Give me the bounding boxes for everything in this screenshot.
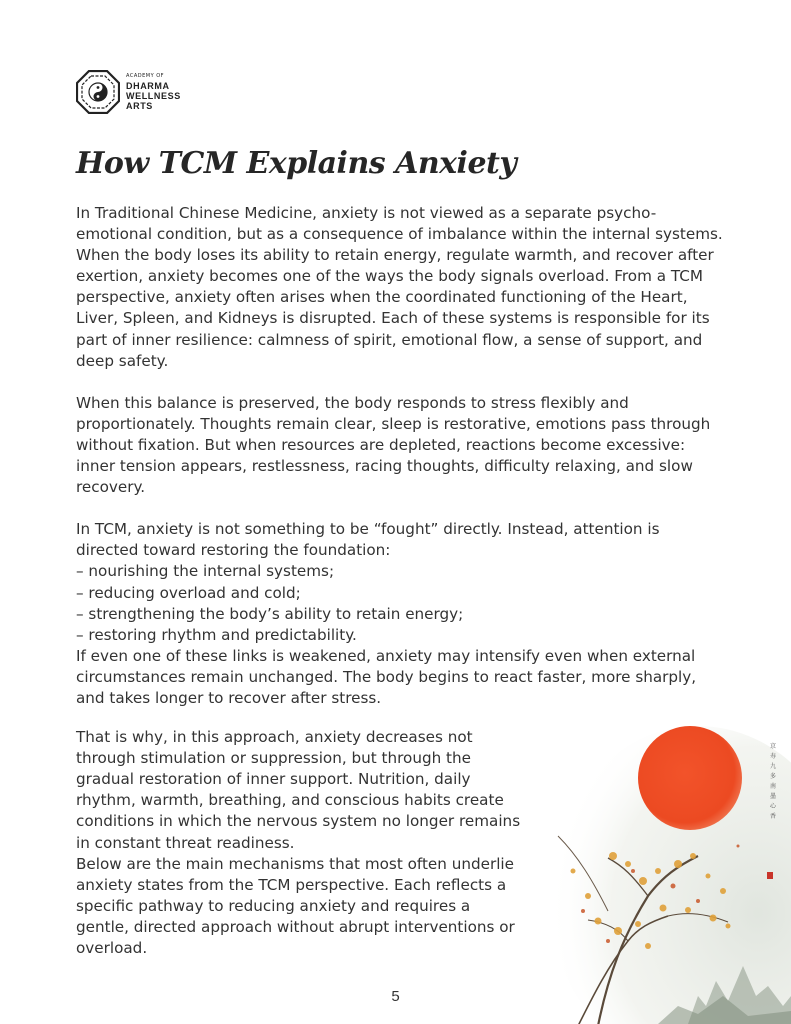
- academy-logo: [76, 70, 181, 114]
- page-title: How TCM Explains Anxiety: [76, 146, 517, 181]
- bullet-item: – strengthening the body’s ability to retain energy;: [76, 604, 464, 623]
- svg-text:寿: 寿: [770, 753, 777, 760]
- red-sun: [638, 726, 742, 830]
- bullet-item: – nourishing the internal systems;: [76, 562, 335, 581]
- svg-text:香: 香: [770, 813, 777, 820]
- svg-text:南: 南: [770, 783, 777, 790]
- paragraph-2: When this balance is preserved, the body responds to stress flexibly and proportionately. Thoughts remain clear, sleep is restorative, emotions pass through without fixation. But when resources are depleted, reactions become excessive: inner tension appears, restlessness, racing thoughts, difficulty relaxing, and slow recovery.: [76, 393, 711, 497]
- bullet-item: – reducing overload and cold;: [76, 583, 301, 602]
- paragraph-5: That is why, in this approach, anxiety decreases not through stimulation or suppression, but through the gradual restoration of inner support. Nutrition, daily rhythm, warmth, breathing, and conscious habits create conditions in which the nervous system no longer remains in constant threat readiness.: [76, 728, 521, 852]
- bullet-item: – restoring rhythm and predictability.: [76, 625, 357, 644]
- svg-text:京: 京: [770, 743, 777, 750]
- page-number: 5: [391, 988, 400, 1005]
- paragraph-1: In Traditional Chinese Medicine, anxiety is not viewed as a separate psycho-emotional condition, but as a consequence of imbalance within the internal systems. When the body loses its ability to retain energy, regulate warmth, and recover after exertion, anxiety becomes one of the ways the body signals overload. From a TCM perspective, anxiety often arises when the coordinated functioning of the Heart, Liver, Spleen, and Kidneys is disrupted. Each of these systems is responsible for its part of inner resilience: calmness of spirit, emotional flow, a sense of support, and deep safety.: [76, 204, 723, 370]
- logo-line-1: DHARMA: [126, 80, 170, 91]
- svg-text:多: 多: [770, 773, 777, 780]
- bagua-yin-yang-icon: [76, 70, 120, 114]
- logo-line-3: ARTS: [126, 100, 153, 111]
- paragraph-6: Below are the main mechanisms that most often underlie anxiety states from the TCM perspective. Each reflects a specific pathway to reducing anxiety and requires a gentle, directed approach without abrupt interventions or overload.: [76, 854, 515, 957]
- paragraph-3: In TCM, anxiety is not something to be “fought” directly. Instead, attention is directed toward restoring the foundation:: [76, 520, 660, 560]
- logo-line-2: WELLNESS: [126, 90, 181, 101]
- sunset-tree-illustration: [538, 696, 791, 1024]
- svg-text:九: 九: [770, 763, 777, 770]
- svg-text:墨: 墨: [770, 793, 777, 800]
- logo-wordmark: [126, 74, 181, 111]
- paragraph-4: If even one of these links is weakened, anxiety may intensify even when external circumstances remain unchanged. The body begins to react faster, more sharply, and takes longer to recover after stress.: [76, 646, 697, 707]
- logo-small-text: ACADEMY OF: [126, 72, 165, 79]
- svg-text:心: 心: [770, 803, 777, 810]
